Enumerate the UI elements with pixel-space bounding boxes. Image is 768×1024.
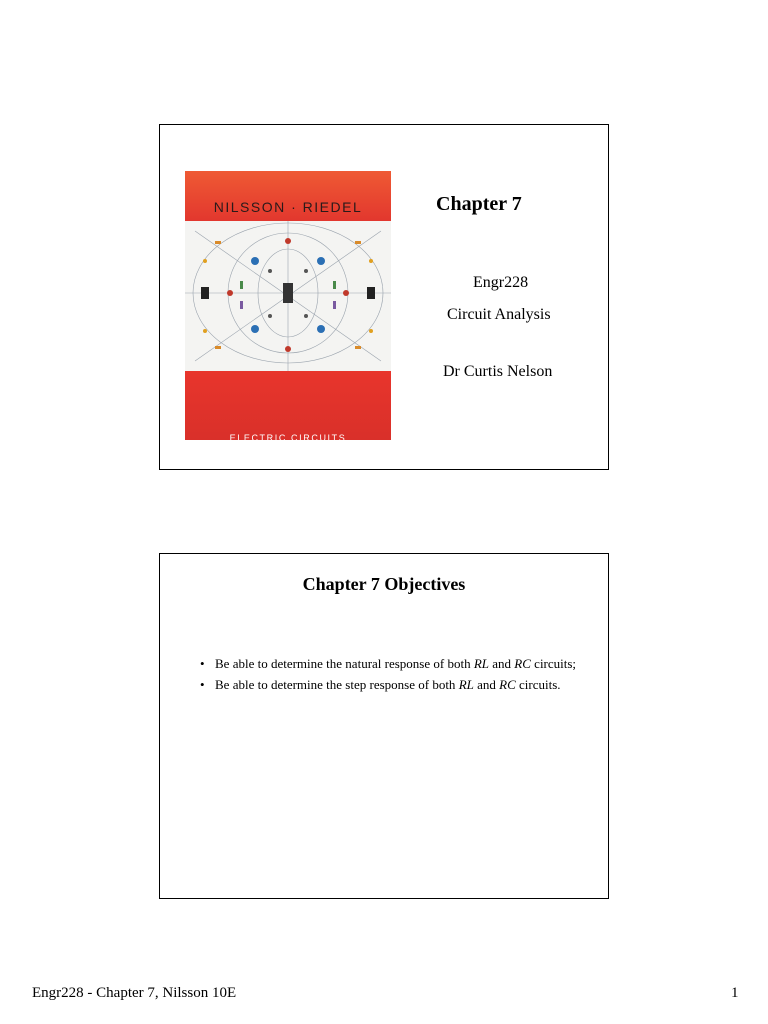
slide-objectives	[159, 553, 609, 899]
bullet-icon: •	[200, 656, 205, 671]
circuit-components-art	[185, 221, 391, 371]
rc-term: RC	[514, 656, 531, 671]
book-cover-image	[185, 171, 391, 463]
list-item: • Be able to determine the natural response of both RL and RC circuits;	[200, 656, 577, 671]
course-subject: Circuit Analysis	[447, 306, 551, 323]
slide-title	[159, 124, 609, 470]
list-item: • Be able to determine the step response of both RL and RC circuits.	[200, 677, 561, 692]
cover-edition: 10th Edition	[274, 457, 302, 463]
footer-text: Engr228 - Chapter 7, Nilsson 10E	[32, 985, 237, 1001]
cover-authors: NILSSON · RIEDEL	[213, 199, 363, 215]
rl-term: RL	[473, 656, 490, 671]
slide-title-heading: Chapter 7	[436, 193, 522, 215]
objectives-list	[200, 654, 580, 696]
cover-bottom-band	[185, 371, 391, 440]
instructor-name: Dr Curtis Nelson	[443, 363, 553, 380]
rl-term: RL	[458, 677, 474, 692]
cover-book-title: ELECTRIC CIRCUITS	[229, 433, 347, 443]
objectives-heading: Chapter 7 Objectives	[302, 574, 466, 594]
page-number: 1	[731, 985, 739, 1001]
bullet-icon: •	[200, 677, 205, 692]
rc-term: RC	[499, 677, 516, 692]
course-code: Engr228	[473, 274, 529, 291]
